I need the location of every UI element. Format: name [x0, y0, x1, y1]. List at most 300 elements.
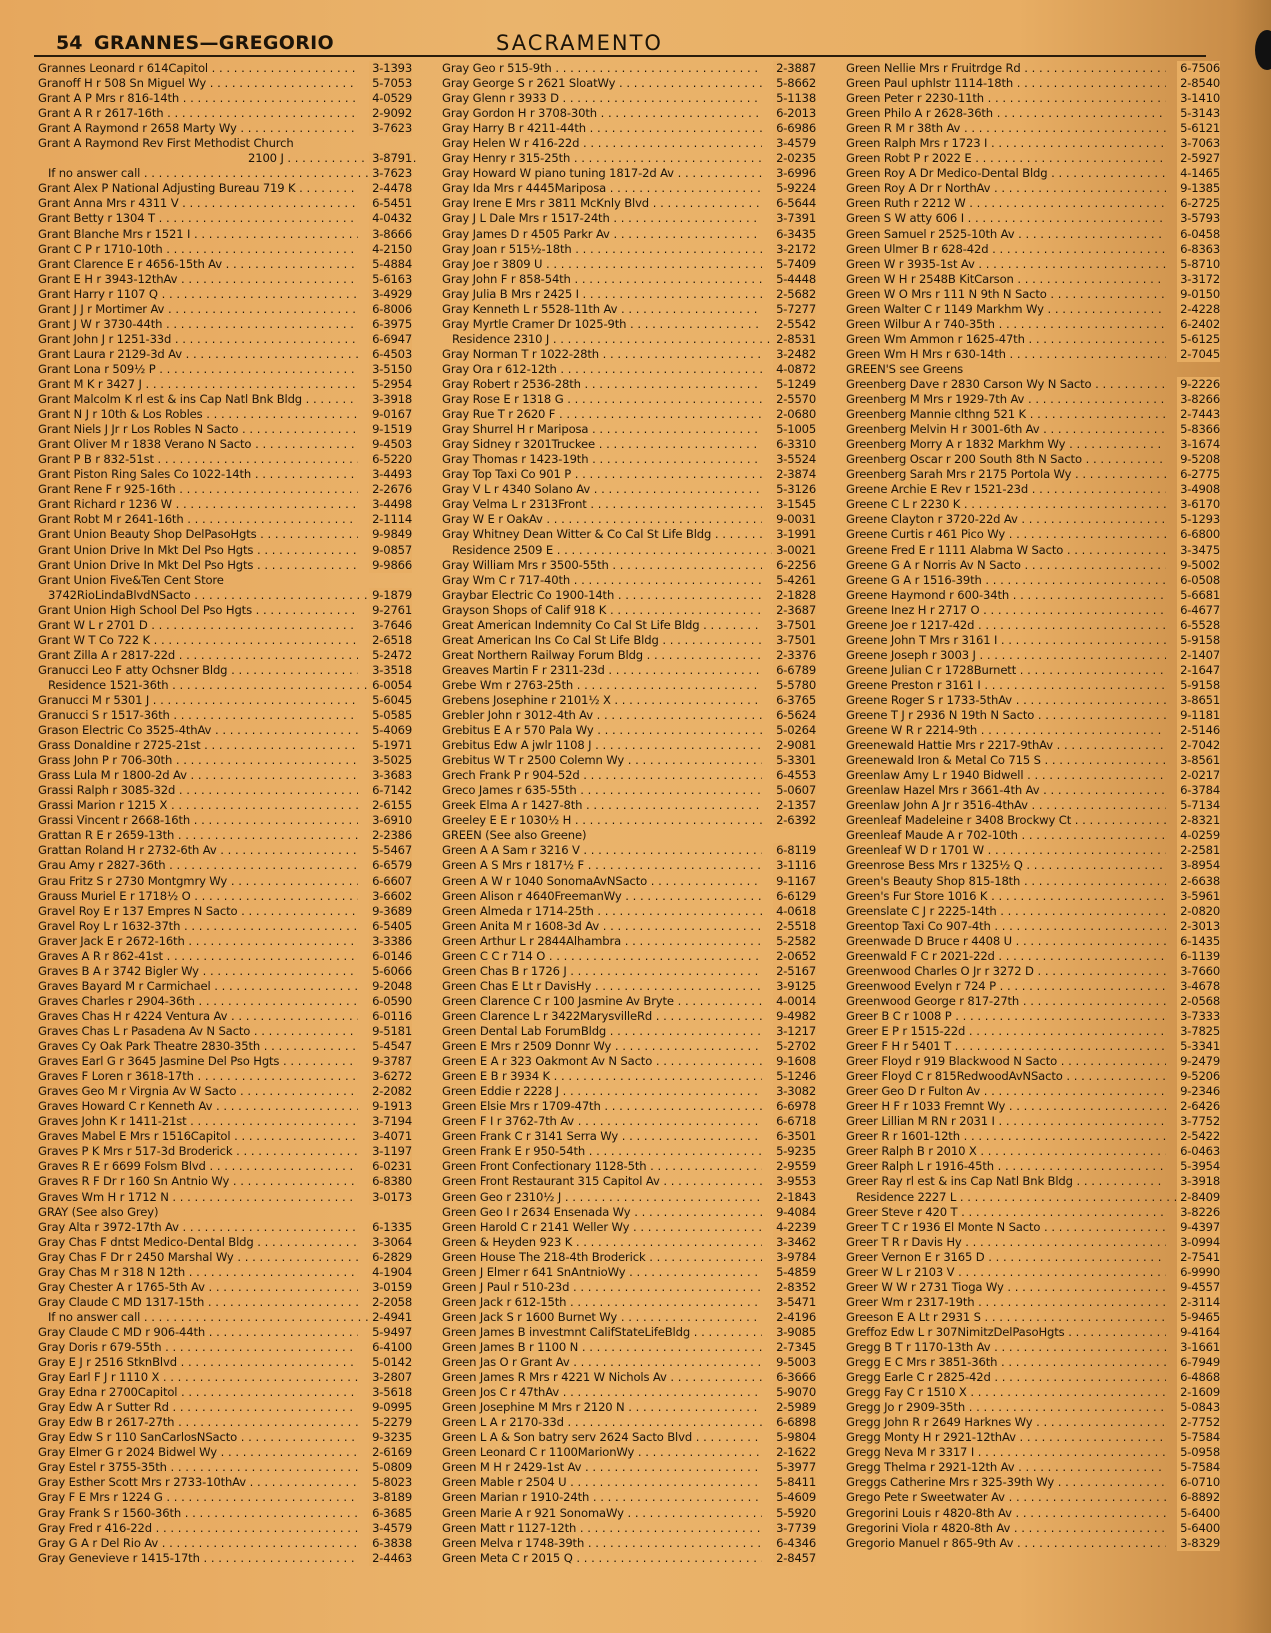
listing-name: Gregg B T r 1170-13th Av . . .	[846, 1340, 1166, 1355]
listing-phone: 5-0264	[773, 723, 816, 738]
listing-name: Grant Lona r 509½ P . . .	[38, 362, 358, 377]
listing-name: Green Harold C r 2141 Weller Wy . . .	[442, 1220, 762, 1235]
listing-name: Greffoz Edw L r 307NimitzDelPasoHgts . . .	[846, 1325, 1166, 1340]
listing-entry	[442, 603, 822, 618]
listing-name: Gravel Roy L r 1632-37th . . .	[38, 919, 358, 934]
listing-phone: 2-5167	[773, 964, 816, 979]
listing-entry	[846, 1280, 1226, 1295]
listing-name: Gray James D r 4505 Parkr Av . . .	[442, 227, 762, 242]
listing-name: Gregorini Louis r 4820-8th Av . . .	[846, 1506, 1166, 1521]
listing-entry	[846, 61, 1226, 76]
listing-name: Graves Mabel E Mrs r 1516Capitol . . .	[38, 1129, 358, 1144]
listing-phone: 6-3310	[773, 437, 816, 452]
listing-name: GREEN'S see Greens	[846, 361, 964, 376]
listing-phone: 2-6518	[369, 633, 412, 648]
listing-entry	[442, 558, 822, 573]
listing-name: Grant E H r 3943-12thAv . . .	[38, 272, 358, 287]
listing-phone: 5-8366	[1177, 422, 1220, 437]
listing-name: Gregg Neva M r 3317 I . . .	[846, 1445, 1166, 1460]
listing-name: Grant P B r 832-51st . . .	[38, 452, 358, 467]
listing-name: Greenwood Evelyn r 724 P . . .	[846, 979, 1166, 994]
listing-phone: 3-7501	[773, 633, 816, 648]
listing-entry	[846, 452, 1226, 467]
listing-phone: 3-3918	[1177, 1174, 1220, 1189]
listing-name: Greer Ray rl est & ins Cap Natl Bnk Bldg . . .	[846, 1174, 1166, 1189]
listing-name: Residence 2509 E . . .	[442, 543, 772, 558]
listing-name: Greenberg Sarah Mrs r 2175 Portola Wy . . .	[846, 467, 1166, 482]
listing-entry	[38, 558, 418, 573]
listing-phone: 3-7391	[773, 211, 816, 226]
listing-phone: 6-7949	[1177, 1355, 1220, 1370]
listing-name: Greenberg Mannie clthng 521 K . . .	[846, 407, 1166, 422]
listing-phone: 5-4609	[773, 1490, 816, 1505]
listing-phone: 6-0590	[369, 994, 412, 1009]
listing-entry	[846, 227, 1226, 242]
listing-entry	[442, 1490, 822, 1505]
listing-phone: 3-6996	[773, 166, 816, 181]
listing-name: Green Jack S r 1600 Burnet Wy . . .	[442, 1310, 762, 1325]
listing-name: Graybar Electric Co 1900-14th . . .	[442, 588, 762, 603]
listing-phone: 2-1647	[1177, 663, 1220, 678]
listing-phone: 3-3475	[1177, 543, 1220, 558]
listing-phone: 5-3126	[773, 482, 816, 497]
listing-name: Grason Electric Co 3525-4thAv . . .	[38, 723, 358, 738]
listing-phone: 5-4261	[773, 573, 816, 588]
listing-entry	[442, 889, 822, 904]
listing-entry	[38, 467, 418, 482]
listing-phone: 6-1435	[1177, 934, 1220, 949]
listing-name: Greene T J r 2936 N 19th N Sacto . . .	[846, 708, 1166, 723]
listing-name: Great Northern Railway Forum Bldg . . .	[442, 648, 762, 663]
listing-phone: 6-3435	[773, 227, 816, 242]
listing-phone: 2-8457	[773, 1551, 816, 1566]
listing-entry	[38, 994, 418, 1009]
listing-name: Green Melva r 1748-39th . . .	[442, 1536, 762, 1551]
listing-name: Grant Union High School Del Pso Hgts . . .	[38, 603, 358, 618]
listing-entry	[442, 166, 822, 181]
listing-entry	[442, 828, 822, 843]
listing-name: Greene C L r 2230 K . . .	[846, 497, 1166, 512]
listing-entry	[846, 1009, 1226, 1024]
listing-phone: 3-5793	[1177, 211, 1220, 226]
listing-name: Gray Sidney r 3201Truckee . . .	[442, 437, 762, 452]
listing-name: Gray Ida Mrs r 4445Mariposa . . .	[442, 181, 762, 196]
listing-entry	[38, 543, 418, 558]
listing-phone: 5-6045	[369, 693, 412, 708]
listing-phone: 9-9849	[369, 527, 412, 542]
listing-phone: 6-5451	[369, 196, 412, 211]
listing-phone: 6-5220	[369, 452, 412, 467]
listing-entry	[38, 91, 418, 106]
listing-phone: 9-4503	[369, 437, 412, 452]
listing-phone: 5-2279	[369, 1415, 412, 1430]
listing-entry	[846, 618, 1226, 633]
listing-phone: 9-0857	[369, 543, 412, 558]
listing-phone: 5-9070	[773, 1385, 816, 1400]
listing-phone: 3-1217	[773, 1024, 816, 1039]
listing-name: Grant Alex P National Adjusting Bureau 719 K . . .	[38, 181, 358, 196]
listing-name: Grant A R r 2617-16th . . .	[38, 106, 358, 121]
listing-name: Greer R r 1601-12th . . .	[846, 1129, 1166, 1144]
listing-phone: 6-8006	[369, 302, 412, 317]
listing-phone: 2-8540	[1177, 76, 1220, 91]
listing-entry	[846, 648, 1226, 663]
page-number: 54	[56, 32, 83, 54]
listing-entry	[38, 1551, 418, 1566]
listing-phone: 6-3784	[1177, 783, 1220, 798]
listing-name: Green Front Restaurant 315 Capitol Av . . .	[442, 1174, 762, 1189]
listing-entry	[846, 904, 1226, 919]
listing-name: Greer Wm r 2317-19th . . .	[846, 1295, 1166, 1310]
listing-name: Grant Zilla A r 2817-22d . . .	[38, 648, 358, 663]
listing-phone: 6-8119	[773, 843, 816, 858]
listing-entry	[38, 136, 418, 151]
listing-phone: 2-6155	[369, 798, 412, 813]
listing-phone: 9-1879	[369, 588, 412, 603]
listing-phone: 9-0031	[773, 512, 816, 527]
listing-phone: 5-5467	[369, 843, 412, 858]
listing-name: Green W H r 2548B KitCarson . . .	[846, 272, 1166, 287]
listing-entry	[846, 166, 1226, 181]
listing-name: Gray Geo r 515-9th . . .	[442, 61, 762, 76]
listing-phone: 2-0568	[1177, 994, 1220, 1009]
listing-name: Green Geo I r 2634 Ensenada Wy . . .	[442, 1205, 762, 1220]
listing-name: Greer W L r 2103 V . . .	[846, 1265, 1166, 1280]
listing-entry	[442, 1159, 822, 1174]
listing-phone: 6-6129	[773, 889, 816, 904]
listing-name: Green & Heyden 923 K . . .	[442, 1235, 762, 1250]
listing-name: Greene Curtis r 461 Pico Wy . . .	[846, 527, 1166, 542]
listing-entry	[442, 1385, 822, 1400]
listing-phone: 2-6392	[773, 813, 816, 828]
listing-phone: 5-7134	[1177, 798, 1220, 813]
listing-phone: 6-1335	[369, 1220, 412, 1235]
listing-name: Gray Thomas r 1423-19th . . .	[442, 452, 762, 467]
listing-entry	[442, 979, 822, 994]
listing-name: Greentop Taxi Co 907-4th . . .	[846, 919, 1166, 934]
listing-entry	[442, 1235, 822, 1250]
listing-phone: 3-5150	[369, 362, 412, 377]
listing-name: Greeley E E r 1030½ H . . .	[442, 813, 762, 828]
listing-entry	[846, 1114, 1226, 1129]
listing-entry	[38, 949, 418, 964]
listing-name: Green Samuel r 2525-10th Av . . .	[846, 227, 1166, 242]
listing-phone: 2-5422	[1177, 1129, 1220, 1144]
listing-name: Graves B A r 3742 Bigler Wy . . .	[38, 964, 358, 979]
listing-name: Grant J W r 3730-44th . . .	[38, 317, 358, 332]
listing-name: Gray Irene E Mrs r 3811 McKnly Blvd . . .	[442, 196, 762, 211]
listing-name: Green Marian r 1910-24th . . .	[442, 1490, 762, 1505]
listing-entry	[846, 889, 1226, 904]
listing-name: Graves Chas L r Pasadena Av N Sacto . . .	[38, 1024, 358, 1039]
listing-name: Green Philo A r 2628-36th . . .	[846, 106, 1166, 121]
listing-phone: 6-6800	[1177, 527, 1220, 542]
listing-entry	[442, 768, 822, 783]
listing-entry	[38, 1205, 418, 1220]
listing-name: Gray William Mrs r 3500-55th . . .	[442, 558, 762, 573]
listing-name: Green Chas E Lt r DavisHy . . .	[442, 979, 762, 994]
listing-name: Greer Floyd r 919 Blackwood N Sacto . . .	[846, 1054, 1166, 1069]
listing-phone: 3-4071	[369, 1129, 412, 1144]
listing-entry	[846, 482, 1226, 497]
listing-phone: 9-5206	[1177, 1069, 1220, 1084]
listing-entry	[846, 1400, 1226, 1415]
listing-phone: 5-0607	[773, 783, 816, 798]
listing-entry	[38, 121, 418, 136]
listing-phone: 2-7541	[1177, 1250, 1220, 1265]
listing-entry	[846, 437, 1226, 452]
listing-entry	[846, 1054, 1226, 1069]
listing-name: Grech Frank P r 904-52d . . .	[442, 768, 762, 783]
listing-name: Gray G A r Del Rio Av . . .	[38, 1536, 358, 1551]
listing-name: Greene Roger S r 1733-5thAv . . .	[846, 693, 1166, 708]
listing-phone: 2-2676	[369, 482, 412, 497]
listing-entry	[38, 1039, 418, 1054]
listing-phone: 9-2479	[1177, 1054, 1220, 1069]
column-1	[38, 61, 418, 1566]
listing-entry	[442, 482, 822, 497]
listing-phone: 2-3874	[773, 467, 816, 482]
listing-name: Green Leonard C r 1100MarionWy . . .	[442, 1445, 762, 1460]
listing-entry	[442, 858, 822, 873]
listing-name: Green F I r 3762-7th Av . . .	[442, 1114, 762, 1129]
listing-entry	[442, 1250, 822, 1265]
listing-entry	[38, 1190, 418, 1205]
listing-name: Grant Clarence E r 4656-15th Av . . .	[38, 257, 358, 272]
listing-entry	[846, 723, 1226, 738]
listing-name: Grassi Marion r 1215 X . . .	[38, 798, 358, 813]
listing-phone: 2-1609	[1177, 1385, 1220, 1400]
listing-name: Greer B C r 1008 P . . .	[846, 1009, 1166, 1024]
listing-entry	[38, 1355, 418, 1370]
listing-entry	[846, 1445, 1226, 1460]
listing-entry	[846, 287, 1226, 302]
listing-entry	[442, 994, 822, 1009]
listing-name: Gray Claude C MD 1317-15th . . .	[38, 1295, 358, 1310]
listing-phone: 5-4884	[369, 257, 412, 272]
listing-name: Grant Union Five&Ten Cent Store	[38, 572, 224, 587]
listing-name: Green S W atty 606 I . . .	[846, 211, 1166, 226]
listing-entry	[846, 1159, 1226, 1174]
listing-entry	[846, 392, 1226, 407]
listing-entry	[38, 1144, 418, 1159]
listing-name: Greene Fred E r 1111 Alabma W Sacto . . .	[846, 543, 1166, 558]
listing-phone: 3-7623	[369, 166, 412, 181]
listing-name: Gray Norman T r 1022-28th . . .	[442, 347, 762, 362]
listing-phone: 5-3341	[1177, 1039, 1220, 1054]
listing-entry	[38, 1024, 418, 1039]
listing-entry	[846, 934, 1226, 949]
listing-name: Greenberg M Mrs r 1929-7th Av . . .	[846, 392, 1166, 407]
listing-entry	[442, 1475, 822, 1490]
listing-name: Grassi Vincent r 2668-16th . . .	[38, 813, 358, 828]
listing-name: Green Marie A r 921 SonomaWy . . .	[442, 1506, 762, 1521]
listing-phone: 2-9559	[773, 1159, 816, 1174]
listing-phone: 6-2775	[1177, 467, 1220, 482]
listing-phone: 3-1116	[773, 858, 816, 873]
listing-name: Green Chas B r 1726 J . . .	[442, 964, 762, 979]
listing-entry	[846, 693, 1226, 708]
listing-entry	[846, 603, 1226, 618]
listing-entry	[442, 1009, 822, 1024]
listing-phone: 5-8710	[1177, 257, 1220, 272]
listing-entry	[38, 362, 418, 377]
listing-entry	[442, 257, 822, 272]
listing-phone: 3-7194	[369, 1114, 412, 1129]
listing-name: Grant Blanche Mrs r 1521 I . . .	[38, 227, 358, 242]
listing-entry	[846, 843, 1226, 858]
listing-phone: 3-7333	[1177, 1009, 1220, 1024]
listing-entry	[38, 1385, 418, 1400]
listing-phone: 6-5528	[1177, 618, 1220, 633]
listing-entry	[846, 272, 1226, 287]
listing-entry	[442, 738, 822, 753]
listing-name: Greenleaf Maude A r 702-10th . . .	[846, 828, 1166, 843]
listing-name: Green Meta C r 2015 Q . . .	[442, 1551, 762, 1566]
listing-phone: 3-4579	[773, 136, 816, 151]
listing-phone: 3-4579	[369, 1521, 412, 1536]
listing-name: Green A W r 1040 SonomaAvNSacto . . .	[442, 874, 762, 889]
listing-name: Green James B r 1100 N . . .	[442, 1340, 762, 1355]
listing-entry	[442, 227, 822, 242]
listing-entry	[38, 768, 418, 783]
listing-name: Grannes Leonard r 614Capitol . . .	[38, 61, 358, 76]
listing-phone: 6-0231	[369, 1159, 412, 1174]
listing-phone: 5-3977	[773, 1460, 816, 1475]
listing-phone: 2-6638	[1177, 874, 1220, 889]
listing-phone: 5-9235	[773, 1144, 816, 1159]
listing-name: Green Wm H Mrs r 630-14th . . .	[846, 347, 1166, 362]
listing-phone: 6-5644	[773, 196, 816, 211]
listing-entry	[846, 1039, 1226, 1054]
listing-phone: 5-6066	[369, 964, 412, 979]
listing-name: Gray Chas F dntst Medico-Dental Bldg . . .	[38, 1235, 358, 1250]
listing-entry	[846, 121, 1226, 136]
listing-name: Granoff H r 508 Sn Miguel Wy . . .	[38, 76, 358, 91]
listing-entry	[38, 934, 418, 949]
listing-entry	[38, 407, 418, 422]
listing-phone: 3-3082	[773, 1084, 816, 1099]
listing-entry	[846, 76, 1226, 91]
listing-entry	[38, 843, 418, 858]
listing-phone: 9-0167	[369, 407, 412, 422]
listing-phone: 3-8226	[1177, 1205, 1220, 1220]
listing-entry	[38, 242, 418, 257]
listing-phone: 2-5570	[773, 392, 816, 407]
listing-phone: 6-5624	[773, 708, 816, 723]
listing-name: Grayson Shops of Calif 918 K . . .	[442, 603, 762, 618]
listing-name: Graves Chas H r 4224 Ventura Av . . .	[38, 1009, 358, 1024]
listing-name: If no answer call . . .	[38, 166, 368, 181]
listing-name: Gray Helen W r 416-22d . . .	[442, 136, 762, 151]
listing-entry	[442, 708, 822, 723]
listing-name: Gray Chas F Dr r 2450 Marshal Wy . . .	[38, 1250, 358, 1265]
listing-entry	[442, 242, 822, 257]
listing-entry	[38, 858, 418, 873]
listing-name: Grant Union Drive In Mkt Del Pso Hgts . . .	[38, 543, 358, 558]
listing-name: Grant J J r Mortimer Av . . .	[38, 302, 358, 317]
listing-phone: 2-4196	[773, 1310, 816, 1325]
listing-name: Great American Ins Co Cal St Life Bldg . . .	[442, 633, 762, 648]
listing-name: Greeson E A Lt r 2931 S . . .	[846, 1310, 1166, 1325]
listing-entry	[38, 106, 418, 121]
listing-name: Gray Claude C MD r 906-44th . . .	[38, 1325, 358, 1340]
listing-phone: 9-0150	[1177, 287, 1220, 302]
listing-entry	[38, 76, 418, 91]
listing-name: Green Clarence L r 3422MarysvilleRd . . .	[442, 1009, 762, 1024]
listing-entry	[38, 497, 418, 512]
listing-name: Greenewald Iron & Metal Co 715 S . . .	[846, 753, 1166, 768]
listing-phone: 6-4503	[369, 347, 412, 362]
listing-entry	[38, 151, 418, 166]
listing-phone: 9-4164	[1177, 1325, 1220, 1340]
listing-name: Grass Donaldine r 2725-21st . . .	[38, 738, 358, 753]
listing-entry	[846, 1325, 1226, 1340]
listing-phone: 3-8266	[1177, 392, 1220, 407]
listing-name: Gray Myrtle Cramer Dr 1025-9th . . .	[442, 317, 762, 332]
listing-phone: 6-2402	[1177, 317, 1220, 332]
listing-entry	[442, 1280, 822, 1295]
binder-hole	[1255, 30, 1271, 70]
listing-entry	[442, 467, 822, 482]
listing-entry	[442, 347, 822, 362]
listing-name: Green Front Confectionary 1128-5th . . .	[442, 1159, 762, 1174]
listing-name: Green Ruth r 2212 W . . .	[846, 196, 1166, 211]
listing-entry	[846, 1521, 1226, 1536]
listing-phone: 5-9804	[773, 1430, 816, 1445]
listing-name: Green Geo r 2310½ J . . .	[442, 1190, 762, 1205]
listing-phone: 5-8411	[773, 1475, 816, 1490]
listing-entry	[442, 196, 822, 211]
listing-name: Green Ralph Mrs r 1723 I . . .	[846, 136, 1166, 151]
listing-name: Gray Doris r 679-55th . . .	[38, 1340, 358, 1355]
listing-phone: 3-8954	[1177, 858, 1220, 873]
listing-phone: 3-8561	[1177, 753, 1220, 768]
listing-phone: 5-5780	[773, 678, 816, 693]
listing-name: Greer W W r 2731 Tioga Wy . . .	[846, 1280, 1166, 1295]
listing-entry	[38, 287, 418, 302]
listing-phone: 3-7623	[369, 121, 412, 136]
listing-entry	[38, 1129, 418, 1144]
listing-phone: 6-0458	[1177, 227, 1220, 242]
listing-phone: 9-5208	[1177, 452, 1220, 467]
listing-phone: 6-6898	[773, 1415, 816, 1430]
listing-name: Gray Chester A r 1765-5th Av . . .	[38, 1280, 358, 1295]
listing-phone: 6-3685	[369, 1506, 412, 1521]
listing-phone: 4-0432	[369, 211, 412, 226]
listing-name: Residence 2310 J . . .	[442, 332, 772, 347]
listing-name: Green W O Mrs r 111 N 9th N Sacto . . .	[846, 287, 1166, 302]
listing-entry	[38, 211, 418, 226]
listing-entry	[38, 1506, 418, 1521]
listing-phone: 3-1410	[1177, 91, 1220, 106]
listing-name: Graves R F Dr r 160 Sn Antnio Wy . . .	[38, 1174, 358, 1189]
listing-phone: 3-1674	[1177, 437, 1220, 452]
listing-phone: 6-6718	[773, 1114, 816, 1129]
listing-name: Gravel Roy E r 137 Empres N Sacto . . .	[38, 904, 358, 919]
listing-name: Granucci Leo F atty Ochsner Bldg . . .	[38, 663, 358, 678]
listing-name: Green Nellie Mrs r Fruitrdge Rd . . .	[846, 61, 1166, 76]
listing-phone: 2-3013	[1177, 919, 1220, 934]
listing-name: Graves John K r 1411-21st . . .	[38, 1114, 358, 1129]
listing-name: Gray Shurrel H r Mariposa . . .	[442, 422, 762, 437]
listing-entry	[38, 332, 418, 347]
listing-name: Green J Elmer r 641 SnAntnioWy . . .	[442, 1265, 762, 1280]
listing-phone: 3-6602	[369, 889, 412, 904]
listing-phone: 2-7345	[773, 1340, 816, 1355]
listing-phone: 9-2048	[369, 979, 412, 994]
listing-entry	[846, 783, 1226, 798]
